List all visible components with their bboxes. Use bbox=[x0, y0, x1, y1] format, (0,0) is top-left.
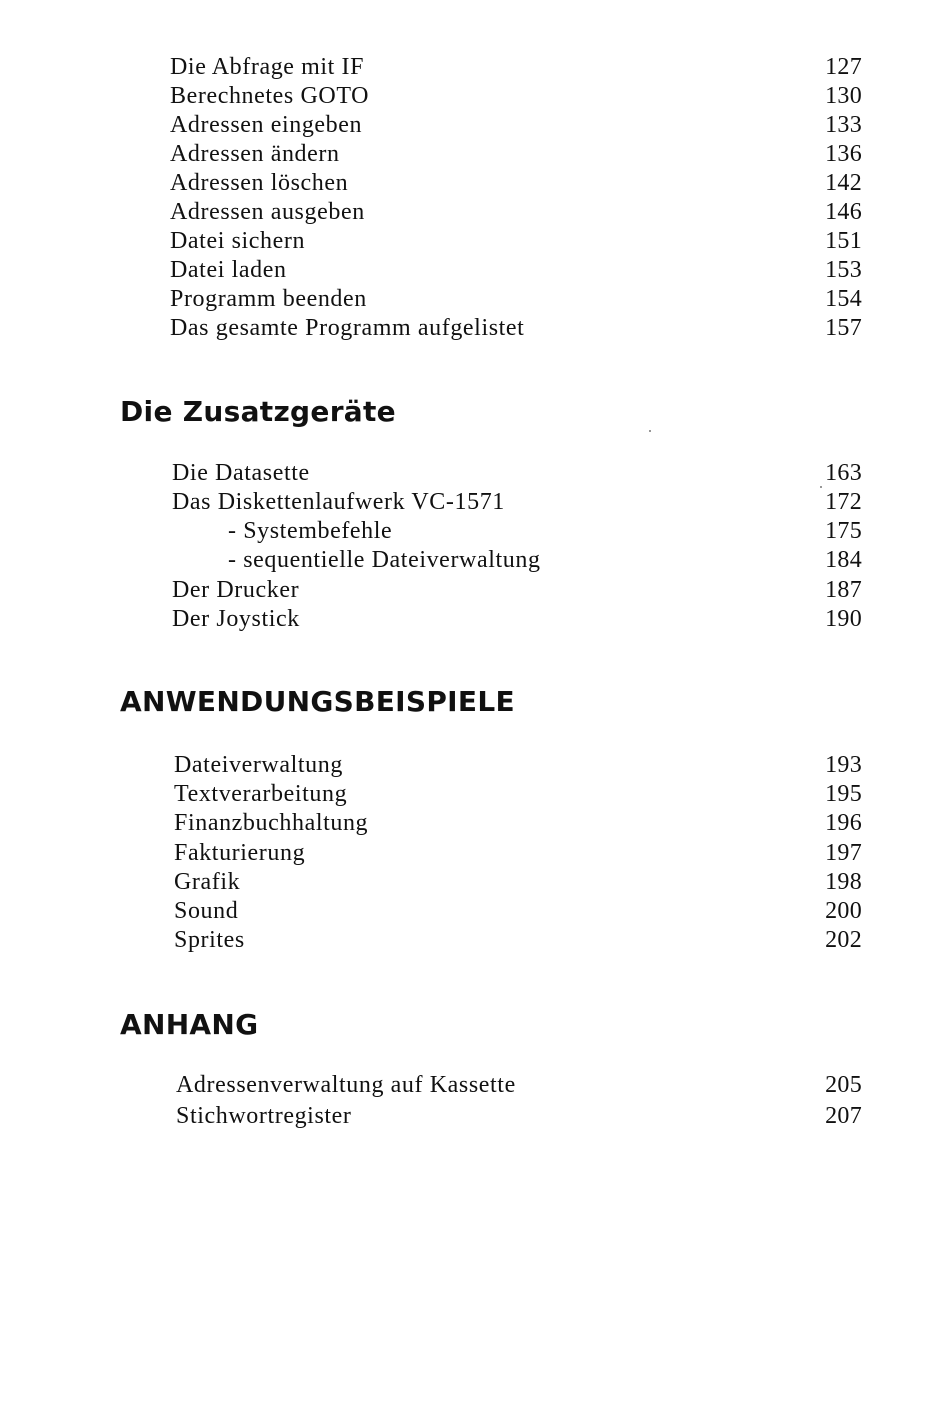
entry-title: Sound bbox=[174, 898, 239, 924]
toc-entry bbox=[0, 604, 950, 634]
entry-page: 153 bbox=[825, 257, 862, 283]
toc-entry bbox=[0, 867, 950, 897]
entry-title: Das Diskettenlaufwerk VC-1571 bbox=[172, 489, 505, 515]
entry-page: 136 bbox=[825, 141, 862, 167]
section-heading: ANHANG bbox=[120, 1008, 259, 1041]
entry-page: 163 bbox=[825, 460, 862, 486]
entry-page: 207 bbox=[825, 1103, 862, 1129]
toc-entry bbox=[0, 750, 950, 780]
entry-page: 202 bbox=[825, 927, 862, 953]
entry-title: Fakturierung bbox=[174, 840, 306, 866]
entry-title: Adressen ausgeben bbox=[170, 199, 365, 225]
entry-title: Der Drucker bbox=[172, 577, 300, 603]
entry-title: Das gesamte Programm aufgelistet bbox=[170, 315, 525, 341]
toc-entry bbox=[0, 575, 950, 605]
toc-entry bbox=[0, 81, 950, 111]
toc-entry bbox=[0, 487, 950, 517]
entry-page: 157 bbox=[825, 315, 862, 341]
section-heading: ANWENDUNGSBEISPIELE bbox=[120, 685, 515, 718]
entry-title: - Systembefehle bbox=[228, 518, 393, 544]
entry-title: Die Datasette bbox=[172, 460, 310, 486]
entry-page: 175 bbox=[825, 518, 862, 544]
entry-title: Berechnetes GOTO bbox=[170, 83, 370, 109]
entry-page: 198 bbox=[825, 869, 862, 895]
entry-page: 195 bbox=[825, 781, 862, 807]
entry-page: 133 bbox=[825, 112, 862, 138]
toc-entry bbox=[0, 458, 950, 488]
entry-title: Die Abfrage mit IF bbox=[170, 54, 365, 80]
entry-title: Datei sichern bbox=[170, 228, 306, 254]
entry-page: 130 bbox=[825, 83, 862, 109]
toc-entry bbox=[0, 255, 950, 285]
entry-title: Adressen eingeben bbox=[170, 112, 363, 138]
entry-title: Finanzbuchhaltung bbox=[174, 810, 369, 836]
entry-title: Grafik bbox=[174, 869, 241, 895]
scan-speck bbox=[820, 486, 822, 488]
entry-title: - sequentielle Dateiverwaltung bbox=[228, 547, 541, 573]
entry-title: Programm beenden bbox=[170, 286, 367, 312]
entry-title: Adressenverwaltung auf Kassette bbox=[176, 1072, 516, 1098]
toc-entry bbox=[0, 197, 950, 227]
entry-page: 172 bbox=[825, 489, 862, 515]
entry-page: 205 bbox=[825, 1072, 862, 1098]
entry-title: Dateiverwaltung bbox=[174, 752, 343, 778]
entry-title: Adressen löschen bbox=[170, 170, 349, 196]
entry-page: 190 bbox=[825, 606, 862, 632]
entry-page: 146 bbox=[825, 199, 862, 225]
toc-entry bbox=[0, 779, 950, 809]
toc-entry bbox=[0, 284, 950, 314]
toc-entry bbox=[0, 52, 950, 82]
entry-page: 200 bbox=[825, 898, 862, 924]
entry-page: 197 bbox=[825, 840, 862, 866]
entry-title: Der Joystick bbox=[172, 606, 300, 632]
toc-entry bbox=[0, 896, 950, 926]
entry-title: Stichwortregister bbox=[176, 1103, 352, 1129]
entry-page: 184 bbox=[825, 547, 862, 573]
toc-entry bbox=[0, 313, 950, 343]
entry-page: 193 bbox=[825, 752, 862, 778]
entry-page: 187 bbox=[825, 577, 862, 603]
toc-entry bbox=[0, 110, 950, 140]
entry-title: Textverarbeitung bbox=[174, 781, 348, 807]
section-heading: Die Zusatzgeräte bbox=[120, 395, 396, 428]
toc-entry bbox=[0, 1070, 950, 1100]
entry-title: Sprites bbox=[174, 927, 245, 953]
entry-title: Datei laden bbox=[170, 257, 287, 283]
toc-entry bbox=[0, 838, 950, 868]
toc-entry bbox=[0, 168, 950, 198]
entry-page: 127 bbox=[825, 54, 862, 80]
entry-page: 196 bbox=[825, 810, 862, 836]
toc-entry bbox=[0, 808, 950, 838]
entry-title: Adressen ändern bbox=[170, 141, 340, 167]
scan-speck bbox=[649, 430, 651, 432]
toc-entry bbox=[0, 226, 950, 256]
toc-entry bbox=[0, 925, 950, 955]
toc-entry bbox=[0, 516, 950, 546]
entry-page: 151 bbox=[825, 228, 862, 254]
entry-page: 142 bbox=[825, 170, 862, 196]
toc-entry bbox=[0, 139, 950, 169]
entry-page: 154 bbox=[825, 286, 862, 312]
toc-entry bbox=[0, 545, 950, 575]
toc-entry bbox=[0, 1101, 950, 1131]
